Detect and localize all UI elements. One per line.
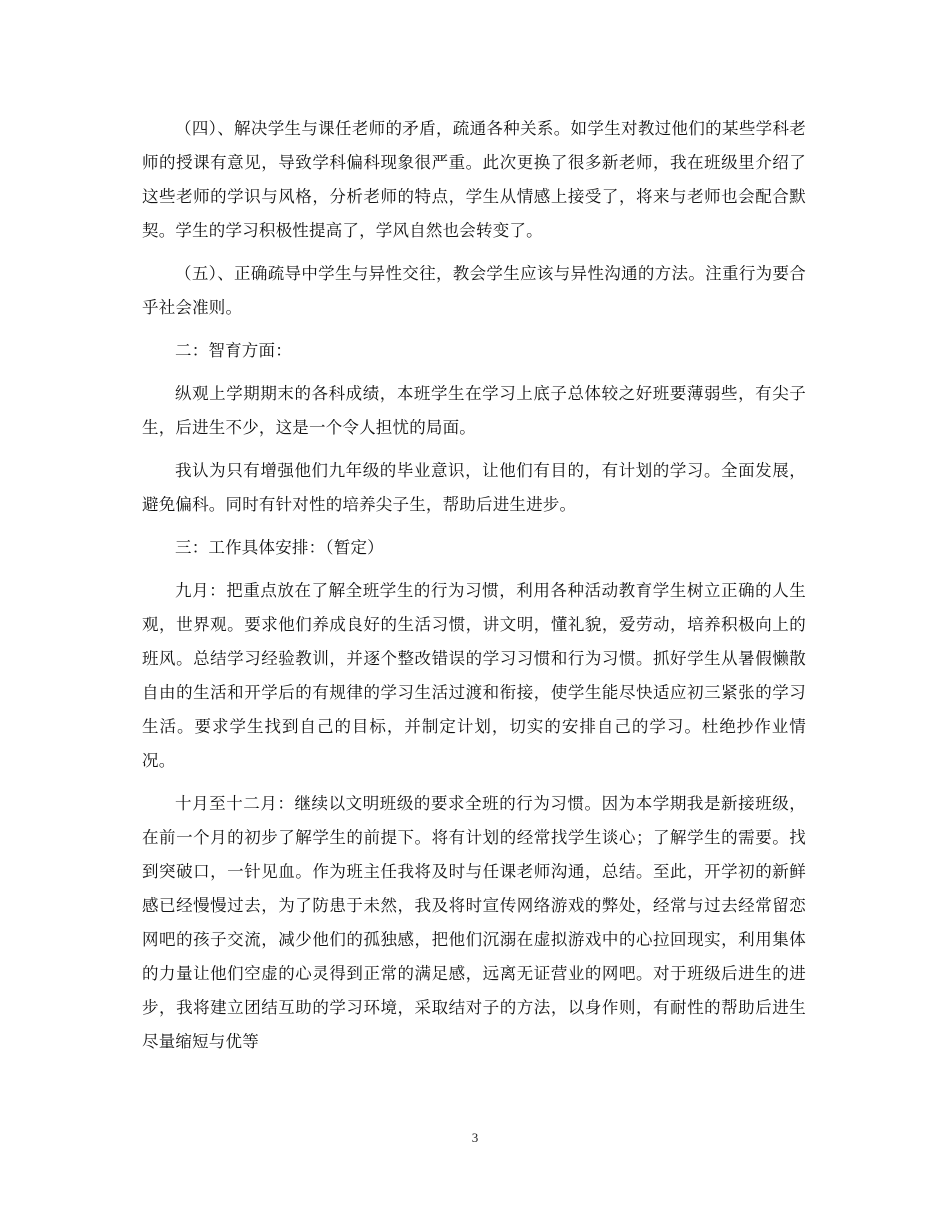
page-number: 3 (471, 1130, 479, 1145)
paragraph-item-4: （四）、解决学生与课任老师的矛盾，疏通各种关系。如学生对教过他们的某些学科老师的授课有意见，导致学科偏科现象很严重。此次更换了很多新老师，我在班级里介绍了这些老师的学识与风格，分析老师的特点，学生从情感上接受了，将来与老师也会配合默契。学生的学习积极性提高了，学风自然也会转变了。 (142, 119, 806, 240)
document-body (142, 112, 806, 1068)
paragraph-item-5: （五）、正确疏导中学生与异性交往，教会学生应该与异性沟通的方法。注重行为要合乎社会准则。 (142, 264, 806, 317)
paragraph-september: 九月：把重点放在了解全班学生的行为习惯，利用各种活动教育学生树立正确的人生观，世界观。要求他们养成良好的生活习惯，讲文明，懂礼貌，爱劳动，培养积极向上的班风。总结学习经验教训，并逐个整改错误的学习习惯和行为习惯。抓好学生从暑假懒散自由的生活和开学后的有规律的学习生活过渡和衔接，使学生能尽快适应初三紧张的学习生活。要求学生找到自己的目标，并制定计划，切实的安排自己的学习。杜绝抄作业情况。 (142, 581, 806, 770)
section-heading-schedule: 三：工作具体安排：（暂定） (175, 538, 384, 557)
paragraph-graduation-awareness: 我认为只有增强他们九年级的毕业意识，让他们有目的，有计划的学习。全面发展，避免偏科。同时有针对性的培养尖子生，帮助后进生进步。 (142, 461, 806, 514)
paragraph-grades-review: 纵观上学期期末的各科成绩，本班学生在学习上底子总体较之好班要薄弱些，有尖子生，后进生不少，这是一个令人担忧的局面。 (142, 384, 806, 437)
section-heading-intellectual: 二：智育方面： (175, 341, 292, 360)
paragraph-october-december: 十月至十二月：继续以文明班级的要求全班的行为习惯。因为本学期我是新接班级，在前一个月的初步了解学生的前提下。将有计划的经常找学生谈心；了解学生的需要。找到突破口，一针见血。作为班主任我将及时与任课老师沟通，总结。至此，开学初的新鲜感已经慢慢过去，为了防患于未然，我及将时宣传网络游戏的弊处，经常与过去经常留恋网吧的孩子交流，减少他们的孤独感，把他们沉溺在虚拟游戏中的心拉回现实，利用集体的力量让他们空虚的心灵得到正常的满足感，远离无证营业的网吧。对于班级后进生的进步，我将建立团结互助的学习环境，采取结对子的方法，以身作则，有耐性的帮助后进生尽量缩短与优等 (142, 794, 806, 1051)
